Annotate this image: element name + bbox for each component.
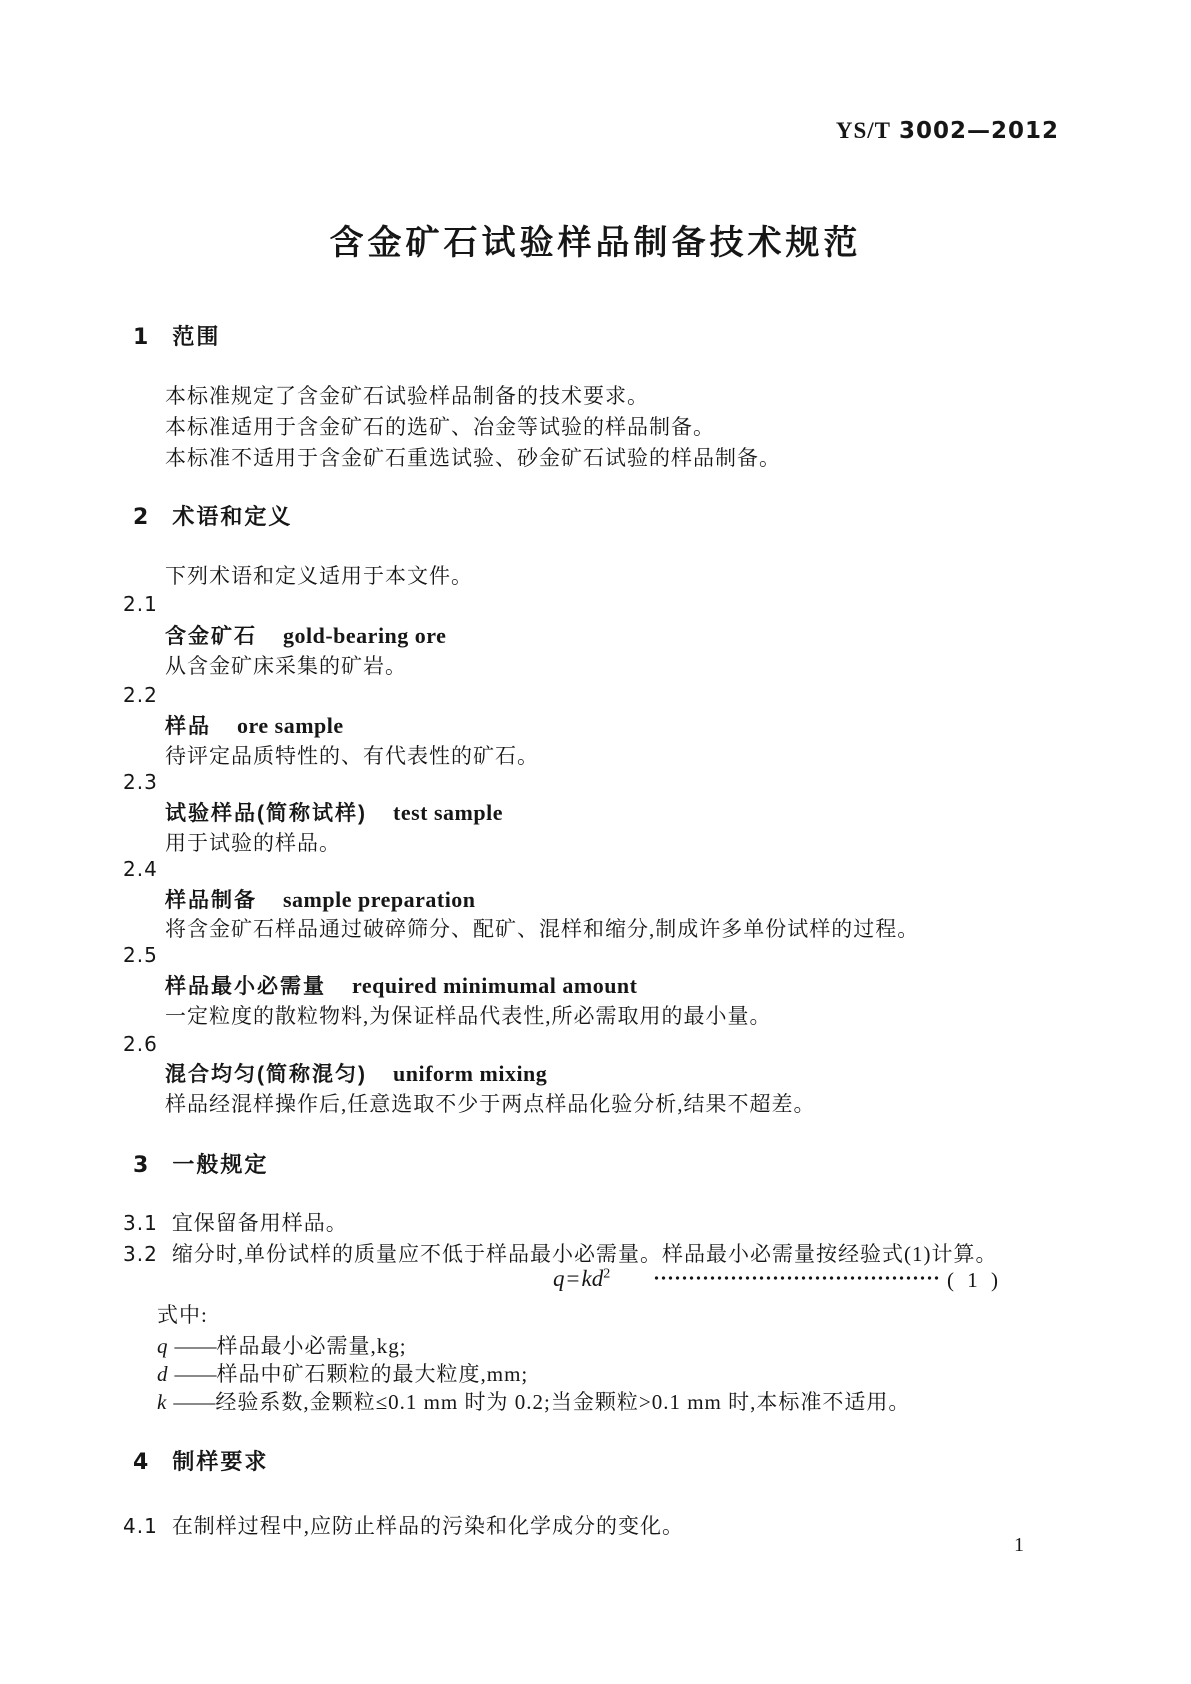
dot-leader (653, 1270, 941, 1286)
section-1-heading (133, 320, 220, 351)
clause-number: 3.1 (123, 1211, 158, 1235)
term-chinese-name: 含金矿石 (165, 625, 257, 648)
clause-number: 4.1 (123, 1514, 158, 1538)
section-number: 4 (133, 1450, 149, 1475)
formula-row (125, 1266, 1065, 1296)
term-heading (165, 1058, 547, 1088)
formula-exponent: 2 (603, 1266, 611, 1282)
term-number: 2.1 (123, 592, 158, 616)
formula-rhs: kd (581, 1266, 604, 1291)
term-definition: 一定粒度的散粒物料,为保证样品代表性,所必需取用的最小量。 (165, 1004, 772, 1028)
variable-definition (157, 1330, 407, 1360)
variable-definition (157, 1386, 910, 1416)
term-definition: 用于试验的样品。 (165, 831, 341, 855)
clause-number: 3.2 (123, 1242, 158, 1266)
term-chinese-name: 样品 (165, 715, 211, 738)
formula-lhs: q (553, 1266, 565, 1291)
terms-intro: 下列术语和定义适用于本文件。 (165, 564, 473, 588)
term-chinese-name: 试验样品(简称试样) (165, 802, 367, 825)
standard-code-number: 3002—2012 (898, 118, 1059, 144)
section-title: 术语和定义 (172, 504, 293, 529)
clause-text: 在制样过程中,应防止样品的污染和化学成分的变化。 (171, 1514, 685, 1538)
term-definition: 将含金矿石样品通过破碎筛分、配矿、混样和缩分,制成许多单份试样的过程。 (165, 917, 920, 941)
term-english-name: test sample (393, 800, 503, 825)
section-title: 一般规定 (172, 1152, 269, 1177)
section-number: 1 (133, 325, 149, 350)
clause-3-2 (123, 1238, 998, 1268)
variable-definition (157, 1358, 528, 1388)
section-number: 2 (133, 505, 149, 530)
section-2-heading (133, 500, 292, 531)
term-definition: 样品经混样操作后,任意选取不少于两点样品化验分析,结果不超差。 (165, 1092, 816, 1116)
term-english-name: uniform mixing (393, 1061, 548, 1086)
term-chinese-name: 混合均匀(简称混匀) (165, 1063, 367, 1086)
section-title: 范围 (172, 324, 221, 349)
variable-description: 经验系数,金颗粒≤0.1 mm 时为 0.2;当金颗粒>0.1 mm 时,本标准不适用。 (215, 1390, 911, 1414)
term-chinese-name: 样品制备 (165, 889, 257, 912)
dash: —— (174, 1334, 217, 1358)
formula-expression (553, 1266, 610, 1292)
clause-text: 缩分时,单份试样的质量应不低于样品最小必需量。样品最小必需量按经验式(1)计算。 (171, 1242, 998, 1266)
term-number: 2.4 (123, 857, 158, 881)
term-english-name: sample preparation (283, 887, 476, 912)
paragraph: 本标准规定了含金矿石试验样品制备的技术要求。 (165, 384, 649, 408)
formula-where-label: 式中: (157, 1303, 208, 1327)
section-number: 3 (133, 1153, 149, 1178)
dash: —— (173, 1390, 216, 1414)
variable-symbol: k (157, 1390, 168, 1414)
standard-code (836, 118, 1059, 144)
term-heading (165, 797, 503, 827)
standard-code-prefix: YS/T (835, 118, 891, 143)
section-4-heading (133, 1445, 268, 1476)
term-number: 2.3 (123, 770, 158, 794)
variable-description: 样品最小必需量,kg; (216, 1334, 407, 1358)
section-3-heading (133, 1148, 268, 1179)
term-english-name: required minimumal amount (352, 973, 638, 998)
term-heading (165, 620, 446, 650)
term-number: 2.5 (123, 943, 158, 967)
term-chinese-name: 样品最小必需量 (165, 975, 326, 998)
term-definition: 待评定品质特性的、有代表性的矿石。 (165, 744, 539, 768)
term-english-name: gold-bearing ore (283, 623, 447, 648)
clause-3-1 (123, 1207, 348, 1237)
page-number: 1 (1014, 1534, 1024, 1556)
equation-number: ( 1 ) (947, 1268, 1002, 1292)
term-number: 2.2 (123, 683, 158, 707)
paragraph: 本标准不适用于含金矿石重选试验、砂金矿石试验的样品制备。 (165, 446, 781, 470)
term-heading (165, 970, 638, 1000)
term-number: 2.6 (123, 1032, 158, 1056)
term-heading (165, 884, 476, 914)
document-title: 含金矿石试验样品制备技术规范 (329, 224, 862, 262)
variable-symbol: q (157, 1334, 169, 1358)
section-title: 制样要求 (172, 1449, 269, 1474)
term-english-name: ore sample (237, 713, 344, 738)
term-definition: 从含金矿床采集的矿岩。 (165, 654, 407, 678)
paragraph: 本标准适用于含金矿石的选矿、冶金等试验的样品制备。 (165, 415, 715, 439)
term-heading (165, 710, 344, 740)
clause-4-1 (123, 1510, 684, 1540)
variable-description: 样品中矿石颗粒的最大粒度,mm; (216, 1362, 529, 1386)
variable-symbol: d (157, 1362, 169, 1386)
equals-sign: = (566, 1266, 580, 1291)
dash: —— (174, 1362, 217, 1386)
clause-text: 宜保留备用样品。 (171, 1211, 348, 1235)
